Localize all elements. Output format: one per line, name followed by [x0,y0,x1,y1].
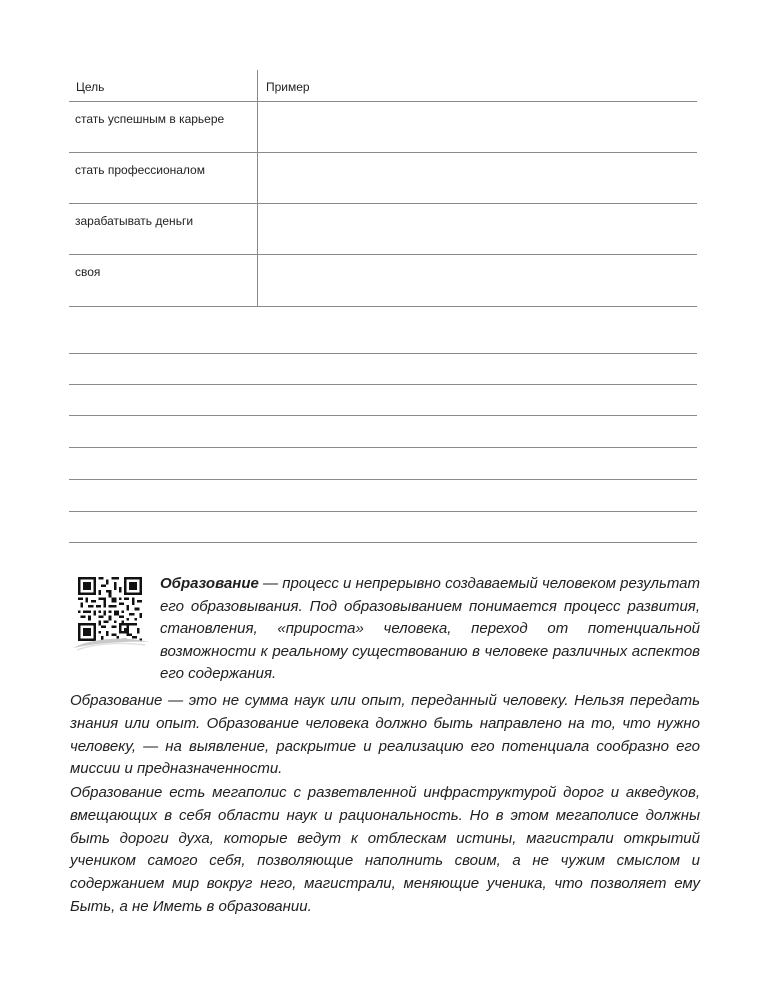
table-bottom-rule [69,306,697,307]
writing-line [69,511,697,512]
header-example: Пример [266,80,310,94]
writing-line [69,384,697,385]
definition-text: — процесс и непрерывно создаваемый человеком результат его образовывания. Под образовыванием понимается процесс развития, становления, «прироста» человека, переход от потенциальной возможности к реальному существованию в человеке различных аспектов его содержания. [160,575,700,682]
writing-line [69,479,697,480]
table-row [69,102,697,153]
header-goal: Цель [76,80,105,94]
definition-paragraph [160,573,700,686]
goal-cell: зарабатывать деньги [75,214,194,228]
writing-line [69,447,697,448]
definition-term: Образование [160,575,259,592]
body-paragraph: Образование есть мегаполис с разветвленной инфраструктурой дорог и акведуков, вмещающих в себя области наук и рациональность. Но в этом мегаполисе должны быть дороги духа, которые ведут к отблескам истины, магистрали открытий учеником самого себя, позволяющие наполнить своим, а не чужим смыслом и содержанием мир вокруг него, магистрали, меняющие ученика, что позволяет ему Быть, а не Иметь в образовании. [70,784,700,915]
table-header-row [69,70,697,102]
qr-code-icon [78,577,142,641]
qr-code-block [71,572,151,652]
writing-lines[interactable] [69,353,697,543]
writing-line [69,415,697,416]
goal-cell: стать профессионалом [75,163,205,177]
table-row [69,153,697,204]
body-paragraph: Образование — это не сумма наук или опыт, переданный человеку. Нельзя передать знания или опыт. Образование человека должно быть направлено на то, что нужно человеку, — на выявление, раскрытие и реализацию его потенциала сообразно его миссии и предназначенности. [70,692,700,778]
writing-line [69,542,697,543]
writing-line [69,353,697,354]
goal-cell: своя [75,265,101,279]
table-row [69,204,697,255]
swoosh-decoration [71,634,151,654]
table-row [69,255,697,306]
goal-cell: стать успешным в карьере [75,112,225,126]
